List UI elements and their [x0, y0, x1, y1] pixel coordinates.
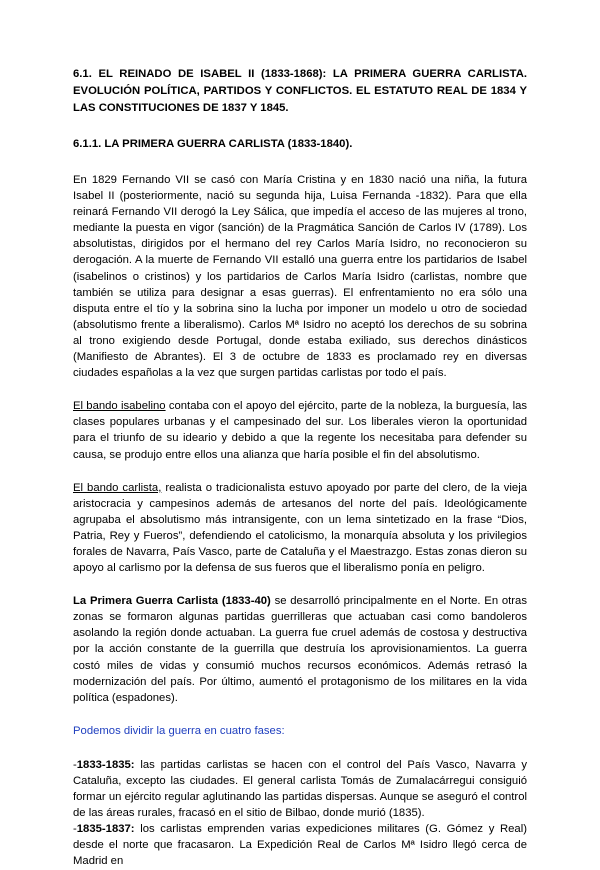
phase-2-text: los carlistas emprenden varias expediciones militares (G. Gómez y Real) desde el norte que fracasaron. La Expedición Real de Carlos Mª Isidro llegó cerca de Madrid en [73, 823, 527, 868]
phase-1-prefix: - [73, 758, 77, 771]
phase-2-years: 1835-1837: [76, 823, 135, 836]
document-title: 6.1. EL REINADO DE ISABEL II (1833-1868): LA PRIMERA GUERRA CARLISTA. EVOLUCIÓN POLÍTICA, PARTIDOS Y CONFLICTOS. EL ESTATUTO REAL DE 1834 Y LAS CONSTITUCIONES DE 1837 Y 1845. [73, 68, 527, 114]
war-lead: La Primera Guerra Carlista (1833-40) [73, 595, 271, 608]
document-page [73, 66, 527, 870]
phase-2 [73, 821, 527, 869]
phase-1 [73, 757, 527, 821]
paragraph-war [73, 593, 527, 706]
carlista-lead: El bando carlista, [73, 481, 162, 494]
paragraph-intro: En 1829 Fernando VII se casó con María Cristina y en 1830 nació una niña, la futura Isabel II (posteriormente, nació su segunda hija, Luisa Fernanda -1832). Para que ella reinará Fernando VII derogó la Ley Sálica, que impedía el acceso de las mujeres al trono, mediante la puesta en vigor (sanción) de la Pragmática Sanción de Carlos IV (1789). Los absolutistas, dirigidos por el hermano del rey Carlos María Isidro, no reconocieron su derogación. A la muerte de Fernando VII estalló una guerra entre los partidarios de Isabel (isabelinos o cristinos) y los partidarios de Carlos María Isidro (carlistas, nombre que también se utiliza para designar a esas guerras). El enfrentamiento no era sólo una disputa entre el tío y la sobrina sino la lucha por imponer un modelo u otro de sociedad (absolutismo frente a liberalismo). Carlos Mª Isidro no aceptó los derechos de su sobrina al trono exigiendo desde Portugal, donde estaba exiliado, sus derechos dinásticos (Manifiesto de Abrantes). El 3 de octubre de 1833 es proclamado rey en diversas ciudades españolas a la vez que surgen partidas carlistas por todo el país. [73, 174, 527, 380]
paragraph-carlista [73, 480, 527, 577]
phases-heading: Podemos dividir la guerra en cuatro fases: [73, 724, 285, 737]
paragraph-isabelino [73, 398, 527, 462]
phase-1-years: 1833-1835: [76, 758, 135, 771]
phase-2-prefix: - [73, 823, 77, 836]
isabelino-lead: El bando isabelino [73, 400, 166, 413]
isabelino-text: contaba con el apoyo del ejército, parte de la nobleza, la burguesía, las clases populares urbanas y el campesinado del sur. Los liberales vieron la oportunidad para el triunfo de su ideario y debido a que la regente los necesitaba para defender su causa, se produjo entre ellos una alianza que haría posible el fin del absolutismo. [73, 400, 528, 461]
section-subtitle: 6.1.1. LA PRIMERA GUERRA CARLISTA (1833-1840). [73, 138, 353, 150]
phase-1-text: las partidas carlistas se hacen con el control del País Vasco, Navarra y Cataluña, excepto las ciudades. El general carlista Tomás de Zumalacárregui consiguió formar un ejército regular aglutinando las partidas dispersas. Aunque se aseguró el control de las áreas rurales, fracasó en el sitio de Bilbao, donde murió (1835). [73, 758, 527, 820]
war-text: se desarrolló principalmente en el Norte. En otras zonas se formaron algunas partidas guerrilleras que actuaban casi como bandoleros asolando la región donde actuaban. La guerra fue cruel además de costosa y destructiva por la acción constante de la guerrilla que destruía los aprovisionamientos. La guerra costó miles de vidas y consumió muchos recursos económicos. Además retrasó la modernización del país. Por último, aumentó el protagonismo de los militares en la vida política (espadones). [73, 595, 527, 704]
carlista-text: realista o tradicionalista estuvo apoyado por parte del clero, de la vieja aristocracia y campesinos además de artesanos del norte del país. Ideológicamente agrupaba el absolutismo más intransigente, con un lema sintetizado en la frase “Dios, Patria, Rey y Fueros”, defendiendo el catolicismo, la monarquía absoluta y los privilegios forales de Navarra, País Vasco, parte de Cataluña y el Maestrazgo. Estas zonas dieron su apoyo al carlismo por la defensa de sus fueros que el liberalismo ponía en peligro. [73, 481, 527, 575]
